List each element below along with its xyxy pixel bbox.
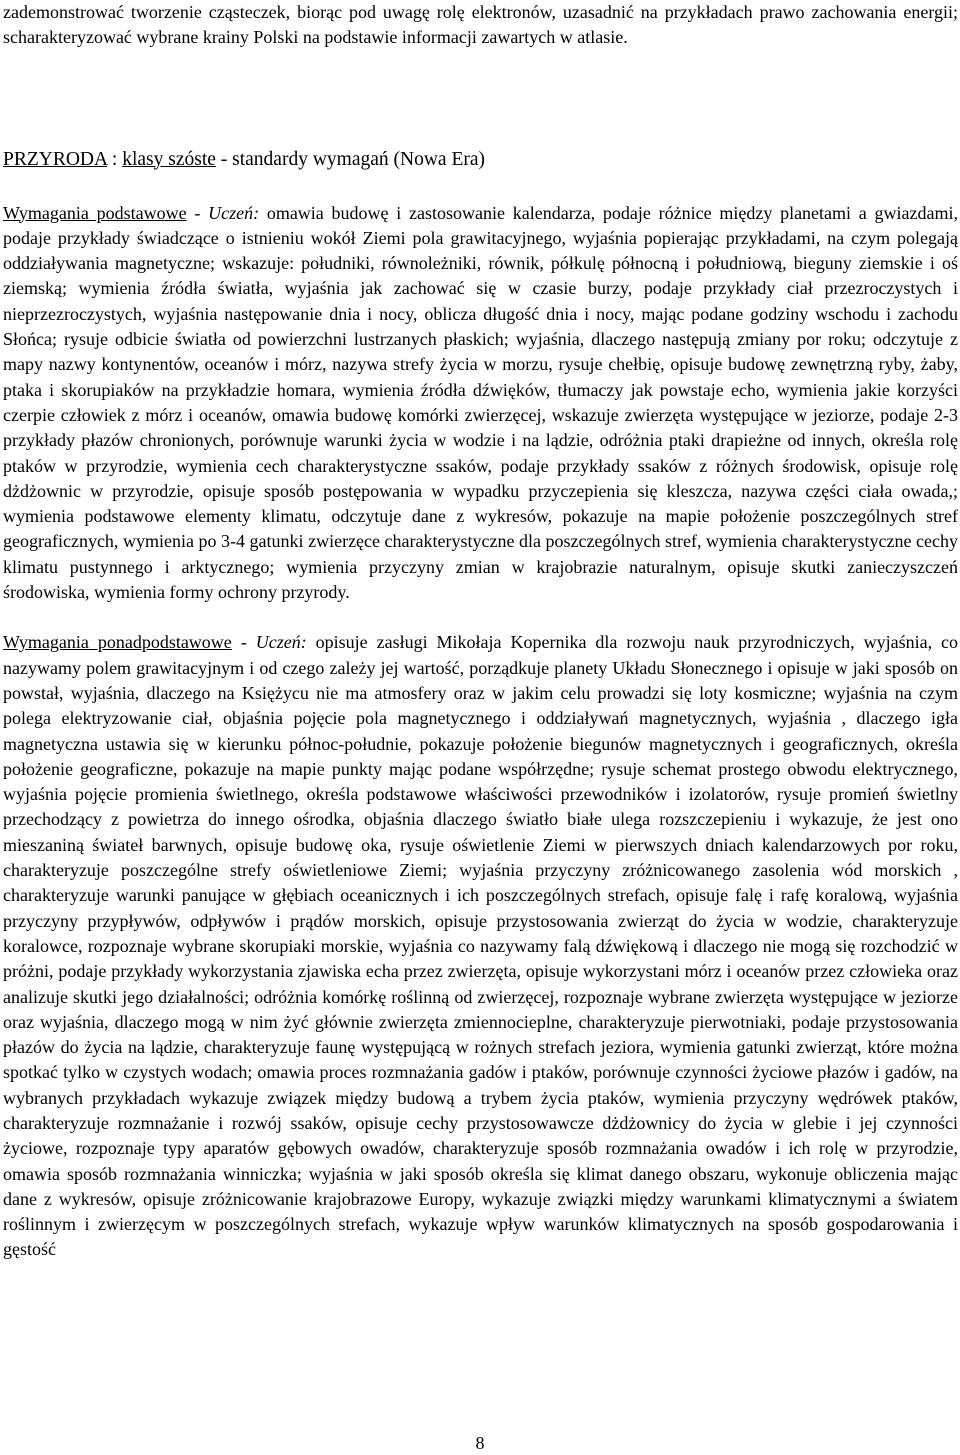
document-page xyxy=(3,0,958,1263)
page-number: 8 xyxy=(475,1433,485,1453)
basic-dash: - xyxy=(186,202,209,223)
title-grade: klasy szóste xyxy=(122,148,216,170)
advanced-requirements-text: opisuje zasługi Mikołaja Kopernika dla rozwoju nauk przyrodniczych, wyjaśnia, co nazywamy polem grawitacyjnym i od czego zależy jej wartość, porządkuje planety Układu Słonecznego i opisuje w jaki sposób on powstał, wyjaśnia, dlaczego na Księżycu nie ma atmosfery oraz w jakim celu prowadzi się loty kosmiczne; wyjaśnia na czym polega elektryzowanie ciał, objaśnia pojęcie pola magnetycznego i oddziaływań magnetycznych, wyjaśnia , dlaczego igła magnetyczna ustawia się w kierunku północ-południe, pokazuje położenie biegunów magnetycznych i geograficznych, określa położenie geograficzne, pokazuje na mapie punkty mając podane współrzędne; rysuje schemat prostego obwodu elektrycznego, wyjaśnia pojęcie promienia świetlnego, określa podstawowe właściwości przewodników i izolatorów, rysuje promień świetlny przechodzący z powietrza do innego ośrodka, objaśnia dlaczego światło białe ulega rozszczepieniu i wykazuje, że jest ono mieszaniną świateł barwnych, opisuje budowę oka, rysuje oświetlenie Ziemi w pierwszych dniach kalendarzowych por roku, charakteryzuje poszczególne strefy oświetleniowe Ziemi; wyjaśnia przyczyny zróżnicowanego zasolenia wód morskich , charakteryzuje warunki panujące w głębiach oceanicznych i ich poszczególnych strefach, opisuje falę i rafę koralową, wyjaśnia przyczyny przypływów, odpływów i prądów morskich, opisuje przystosowania zwierząt do życia w wodzie, charakteryzuje koralowce, rozpoznaje wybrane skorupiaki morskie, wyjaśnia co nazywamy falą dźwiękową i dlaczego nie mogą się rozchodzić w próżni, podaje przykłady wykorzystania zjawiska echa przez zwierzęta, opisuje wykorzystani mórz i oceanów przez człowieka oraz analizuje skutki jego działalności; odróżnia komórkę roślinną od zwierzęcej, rozpoznaje wybrane zwierzęta występujące w jeziorze oraz wyjaśnia, dlaczego mogą w nim żyć głównie zwierzęta zmiennocieplne, charakteryzuje pierwotniaki, podaje przystosowania płazów do życia na lądzie, charakteryzuje faunę występującą w rożnych strefach jeziora, wymienia gatunki zwierząt, które można spotkać tylko w czystych wodach; omawia proces rozmnażania gadów i ptaków, porównuje czynności życiowe płazów i gadów, na wybranych przykładach wykazuje związek między budową a trybem życia ptaków, wymienia przyczyny wędrówek ptaków, charakteryzuje rozmnażanie i rozwój ssaków, opisuje cechy przystosowawcze dżdżownicy do życia w glebie i jej czynności życiowe, rozpoznaje typy aparatów gębowych owadów, charakteryzuje sposób rozmnażania owadów i ich rolę w przyrodzie, omawia sposób rozmnażania winniczka; wyjaśnia w jaki sposób określa się klimat danego obszaru, wykonuje obliczenia mając dane z wykresów, opisuje zróżnicowanie krajobrazowe Europy, wykazuje związki między warunkami klimatycznymi a światem roślinnym i zwierzęcym w poszczególnych strefach, wykazuje wpływ warunków klimatycznych na sposób gospodarowania i gęstość xyxy=(3,632,959,1260)
advanced-uczen-label: Uczeń: xyxy=(255,632,307,653)
page-title xyxy=(3,147,958,173)
title-subject: PRZYRODA xyxy=(3,148,108,170)
advanced-requirements-heading: Wymagania ponadpodstawowe xyxy=(3,632,232,653)
intro-paragraph: zademonstrować tworzenie cząsteczek, biorąc pod uwagę rolę elektronów, uzasadnić na przykładach prawo zachowania energii; scharakteryzować wybrane krainy Polski na podstawie informacji zawartych w atlasie. xyxy=(3,2,958,48)
advanced-dash: - xyxy=(231,632,256,653)
basic-requirements-text: omawia budowę i zastosowanie kalendarza, podaje różnice między planetami a gwiazdami, podaje przykłady świadczące o istnieniu wokół Ziemi pola grawitacyjnego, wyjaśnia popierając przykładami, na czym polegają oddziaływania magnetyczne; wskazuje: południki, równoleżniki, równik, półkulę północną i południową, bieguny ziemskie i oś ziemską; wymienia źródła światła, wyjaśnia jak zachować się w czasie burzy, podaje przykłady ciał przezroczystych i nieprzezroczystych, wyjaśnia następowanie dnia i nocy, oblicza długość dnia i nocy, mając podane godziny wschodu i zachodu Słońca; rysuje odbicie światła od powierzchni lustrzanych płaskich; wyjaśnia, dlaczego następują zmiany por roku; odczytuje z mapy nazwy kontynentów, oceanów i mórz, nazywa strefy życia w morzu, rysuje chełbię, opisuje budowę zewnętrzną ryby, żaby, ptaka i skorupiaków na przykładzie homara, wymienia źródła dźwięków, tłumaczy jak powstaje echo, wymienia jakie korzyści czerpie człowiek z mórz i oceanów, omawia budowę komórki zwierzęcej, wskazuje zwierzęta występujące w jeziorze, podaje 2-3 przykłady płazów chronionych, porównuje warunki życia w wodzie i na lądzie, odróżnia ptaki drapieżne od innych, określa rolę ptaków w przyrodzie, wymienia cech charakterystyczne ssaków, podaje przykłady ssaków z różnych środowisk, opisuje rolę dżdżownic w przyrodzie, opisuje sposób postępowania w wypadku przyczepienia się kleszcza, nazywa części ciała owada,; wymienia podstawowe elementy klimatu, odczytuje dane z wykresów, pokazuje na mapie położenie poszczególnych stref geograficznych, wymienia po 3-4 gatunki zwierzęce charakterystyczne dla poszczególnych stref, wymienia charakterystyczne cechy klimatu pustynnego i arktycznego; wymienia przyczyny zmian w krajobrazie naturalnym, opisuje skutki zanieczyszczeń środowiska, wymienia formy ochrony przyrody. xyxy=(3,202,958,603)
advanced-requirements-paragraph xyxy=(3,630,958,1262)
title-separator: : xyxy=(107,148,123,170)
title-rest: - standardy wymagań (Nowa Era) xyxy=(215,148,486,170)
basic-requirements-heading: Wymagania podstawowe xyxy=(3,202,187,223)
basic-requirements-paragraph xyxy=(3,201,958,606)
basic-uczen-label: Uczeń: xyxy=(208,202,260,223)
